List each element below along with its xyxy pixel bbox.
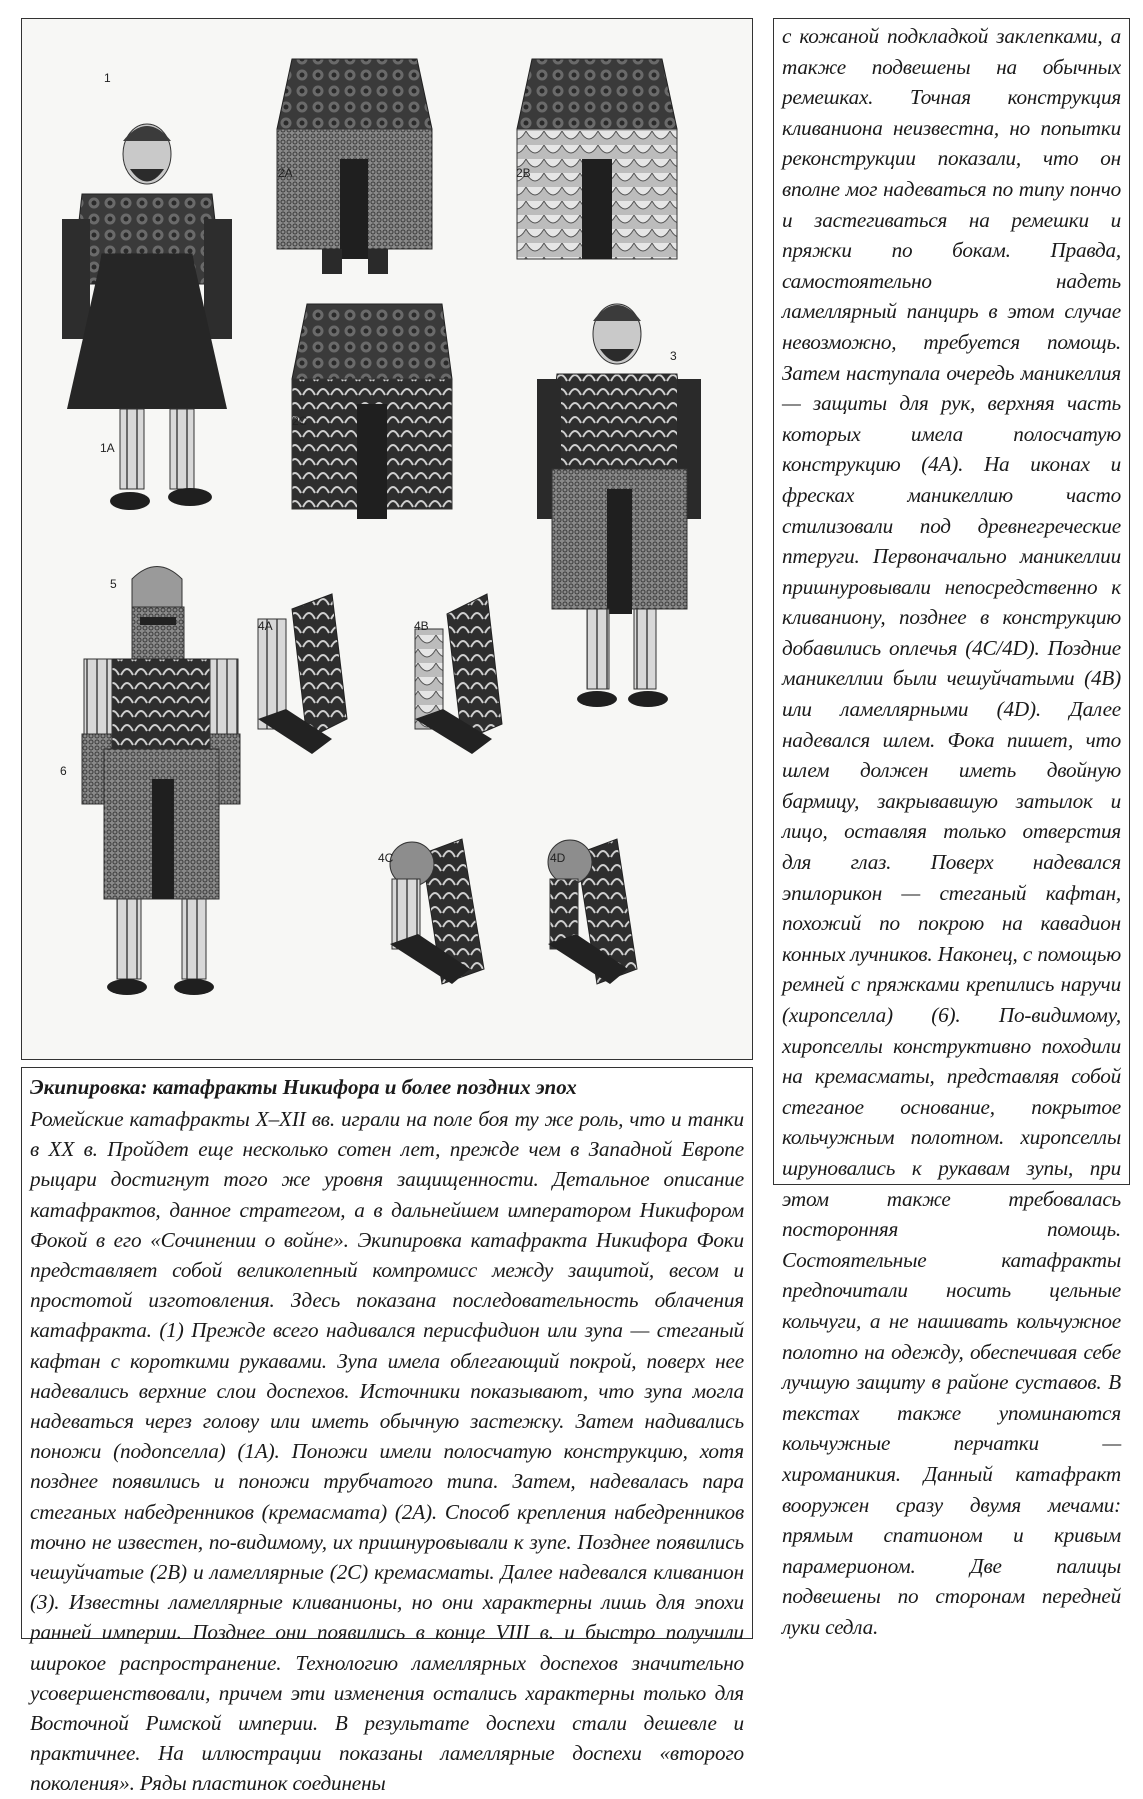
figure-4c — [390, 839, 484, 984]
label-2a: 2A — [278, 166, 293, 180]
label-4b: 4B — [414, 619, 429, 633]
armor-illustration — [21, 18, 753, 1060]
armor-figures-drawing — [22, 19, 752, 1059]
label-1: 1 — [104, 71, 111, 85]
caption-title: Экипировка: катафракты Никифора и более поздних эпох — [30, 1075, 577, 1099]
figure-2a — [277, 59, 432, 274]
label-4c: 4C — [378, 851, 394, 865]
label-4a: 4A — [258, 619, 273, 633]
figure-6 — [82, 567, 240, 996]
figure-3 — [537, 304, 701, 707]
caption-text: Ромейские катафракты X–XII вв. играли на поле боя ту же роль, что и танки в XX в. Пройдет еще несколько сотен лет, прежде чем в Западной Европе рыцари достигнут того же уровня защищенности. Детальное описание катафрактов, данное стратегом, а в дальнейшем императором Никифором Фокой в его «Сочинении о войне». Экипировка катафракта Никифора Фоки представляет собой великолепный компромисс между защитой, весом и простотой изготовления. Здесь показана последовательность облачения катафракта. (1) Прежде всего надивался перисфидион или зупа — стеганый кафтан с короткими рукавами. Зупа имела облегающий покрой, поверх нее надевались верхние слои доспехов. Источники показывают, что зупа могла надеваться через голову или иметь обычную застежку. Затем надивались поножи (подопселла) (1А). Поножи имели полосчатую конструкцию, хотя позднее появились и поножи трубчатого типа. Затем, надевалась пара стеганых набедренников (кремасмата) (2А). Способ крепления набедренников точно не известен, по-видимому, их пришнуровывали к зупе. Позднее появились чешуйчатые (2В) и ламеллярные (2С) кремасматы. Далее надевался кливанион (3). Известны ламеллярные кливанионы, но они характерны лишь для эпохи ранней империи. Позднее они появились в конце VIII в. и быстро получили широкое распространение. Технологию ламеллярных доспехов значительно усовершенствовали, причем эти изменения остались характерны только для Восточной Римской империи. В результате доспехи стали дешевле и практичнее. На иллюстрации показаны ламеллярные доспехи «второго поколения». Ряды пластинок соединены — [30, 1107, 744, 1796]
figure-4a — [258, 594, 347, 754]
label-6: 6 — [60, 764, 67, 778]
figure-4b — [415, 594, 502, 754]
label-2c: 2C — [292, 414, 308, 428]
figure-2b — [517, 59, 677, 259]
label-2b: 2B — [516, 166, 531, 180]
figure-2c — [292, 304, 452, 519]
right-text-column — [773, 18, 1130, 1639]
label-5: 5 — [110, 577, 117, 591]
figure-1 — [62, 124, 232, 510]
label-4d: 4D — [550, 851, 566, 865]
caption-box — [21, 1067, 753, 1796]
label-1a: 1A — [100, 441, 115, 455]
label-3: 3 — [670, 349, 677, 363]
right-column-text: с кожаной подкладкой заклепками, а также подвешены на обычных ремешках. Точная конструкция кливаниона неизвестна, но попытки реконструкции показали, что он вполне мог надеваться по типу пончо и застегиваться на ремешки и пряжки по бокам. Правда, самостоятельно надеть ламеллярный панцирь в этом случае невозможно, требуется помощь. Затем наступала очередь маникеллия — защиты для рук, верхняя часть которых имела полосчатую конструкцию (4А). На иконах и фресках маникеллию часто стилизовали под древнегреческие птеруги. Первоначально маникеллии пришнуровывали непосредственно к кливаниону, позднее в конструкцию добавились оплечья (4С/4D). Поздние маникеллии были чешуйчатыми (4В) или ламеллярными (4D). Далее надевался шлем. Фока пишет, что шлем должен иметь двойную бармицу, закрывавшую затылок и лицо, оставляя только отверстия для глаз. Поверх надевался эпилорикон — стеганый кафтан, похожий по покрою на кавадион конных лучников. Наконец, с помощью ремней с пряжками крепились наручи (хиропселла) (6). По-видимому, хиропселлы конструктивно походили на кремасматы, представляя собой стеганое основание, покрытое кольчужным полотном. хиропселлы шруновались к рукавам зупы, при этом также требовалась посторонняя помощь. Состоятельные катафракты предпочитали носить цельные кольчуги, а не нашивать кольчужное полотно на одежду, обеспечивая себе лучшую защиту в районе суставов. В текстах также упоминаются кольчужные перчатки — хироманикия. Данный катафракт вооружен сразу двумя мечами: прямым спатионом и кривым парамерионом. Две палицы подвешены по сторонам передней луки седла. — [782, 24, 1121, 1639]
